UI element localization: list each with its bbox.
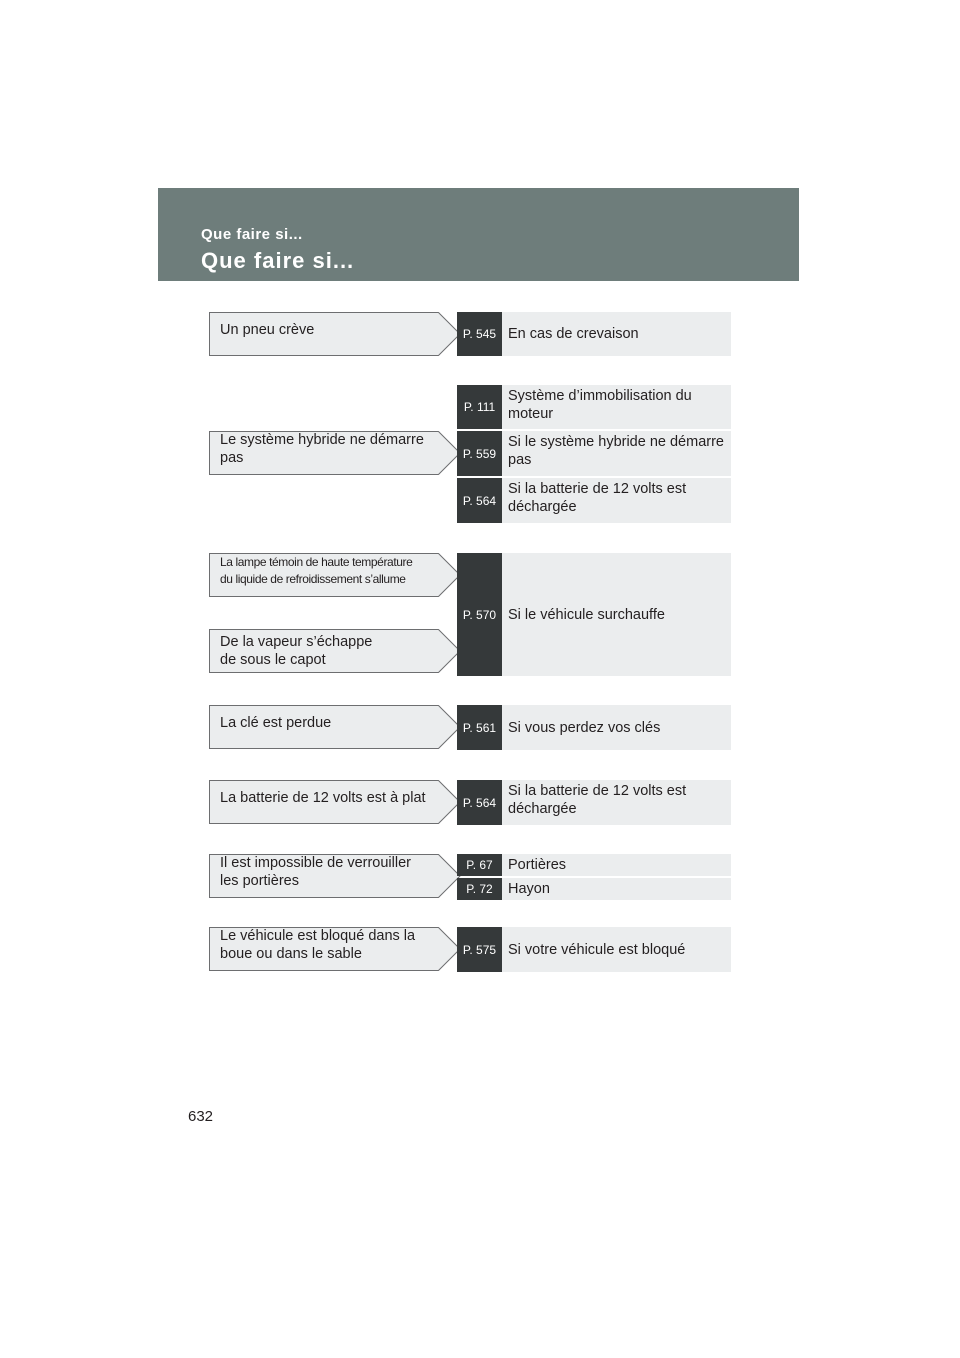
section-header [158,188,799,281]
problem-label: Un pneu crève [220,322,315,338]
ref-link[interactable] [457,780,731,825]
problem-battery-flat [209,780,438,824]
ref-description: Hayon [502,878,731,900]
problem-label: La clé est perdue [220,715,332,731]
page-ref[interactable]: P. 72 [457,878,502,900]
page-ref[interactable]: P. 575 [457,927,502,972]
page-number: 632 [188,1108,214,1125]
problem-label: De la vapeur s’échappe de sous le capot [220,634,373,668]
ref-description: Si la batterie de 12 volts est déchargée [502,478,731,523]
problem-label: Il est impossible de verrouiller les portières [220,855,411,889]
problem-label: Le véhicule est bloqué dans la boue ou dans le sable [220,928,416,962]
problem-cannot-lock-doors [209,854,438,898]
ref-description: Si vous perdez vos clés [502,705,731,750]
ref-description: Portières [502,854,731,876]
ref-link[interactable] [457,854,731,876]
page-ref[interactable]: P. 111 [457,385,502,429]
problem-label: La batterie de 12 volts est à plat [220,790,426,806]
page-ref[interactable]: P. 545 [457,312,502,356]
page-ref[interactable]: P. 564 [457,478,502,523]
ref-description: Si votre véhicule est bloqué [502,927,731,972]
problem-vehicle-stuck [209,927,438,971]
ref-description: Si le véhicule surchauffe [502,553,731,676]
ref-link[interactable] [457,553,731,676]
ref-link[interactable] [457,385,731,429]
problem-lost-key [209,705,438,749]
section-subtitle: Que faire si... [201,226,303,243]
ref-link[interactable] [457,431,731,476]
page-ref[interactable]: P. 561 [457,705,502,750]
problem-flat-tire [209,312,438,356]
ref-link[interactable] [457,878,731,900]
ref-link[interactable] [457,312,731,356]
ref-link[interactable] [457,705,731,750]
ref-description: En cas de crevaison [502,312,731,356]
ref-link[interactable] [457,478,731,523]
ref-link[interactable] [457,927,731,972]
page-ref[interactable]: P. 559 [457,431,502,476]
problem-label: La lampe témoin de haute température du liquide de refroidissement s’allume [220,555,413,586]
ref-description: Si le système hybride ne démarre pas [502,431,731,476]
problem-steam-hood [209,629,438,673]
problem-coolant-warning [209,553,438,597]
page-ref[interactable]: P. 570 [457,553,502,676]
ref-description: Si la batterie de 12 volts est déchargée [502,780,731,825]
page-ref[interactable]: P. 564 [457,780,502,825]
problem-label: Le système hybride ne démarre pas [220,432,424,466]
page-ref[interactable]: P. 67 [457,854,502,876]
ref-description: Système d’immobilisation du moteur [502,385,731,429]
section-title: Que faire si... [201,248,355,273]
problem-hybrid-no-start [209,431,438,475]
